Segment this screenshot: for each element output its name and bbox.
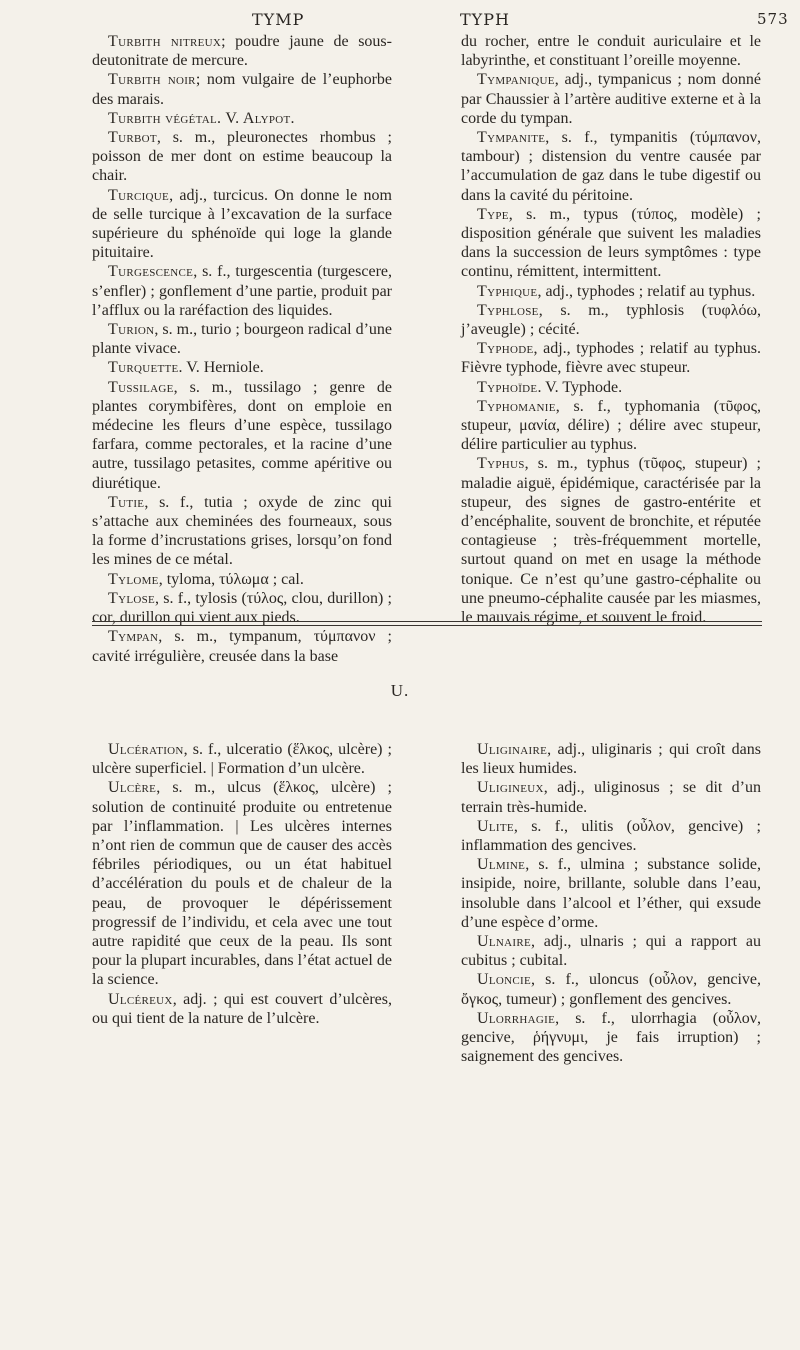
page-number: 573 [757,10,789,28]
dictionary-entry [461,855,761,932]
entry-definition: , s. f., ulitis (οὖλον, gencive) ; inflammation des gencives. [461,817,761,855]
entry-headword: Ulorrhagie [477,1009,556,1027]
entry-definition: ; nom vulgaire de l’euphorbe des marais. [92,71,392,108]
dictionary-entry [92,627,392,665]
entry-headword: Tutie [108,493,145,511]
dictionary-entry [92,70,392,108]
entry-headword: Turion [108,321,155,339]
dictionary-entry [461,397,761,455]
entry-headword: Tympan [108,628,159,646]
entry-headword: Tympanique [477,71,555,89]
entry-definition: , s. f., tutia ; oxyde de zinc qui s’attache aux cheminées des fourneaux, sous la forme d’incrustations grises, lorsqu’on fond les mines de ce métal. [92,493,392,569]
entry-headword: Tussilage [108,378,174,396]
entry-definition: , s. m., tussilago ; genre de plantes corymbifères, dont on emploie en médecine les fleurs d’une espèce, tussilago farfara, comme pectorales, et la racine d’une autre, tussilago petasites, comme apéritive ou diurétique. [92,378,392,492]
entry-headword: Turbith noir [108,71,196,89]
entry-definition: , s. f., uloncus (οὖλον, gencive, ὄγκος, tumeur) ; gonflement des gencives. [461,971,761,1008]
entry-headword: Uligineux [477,779,544,797]
entry-headword: Typhode [477,340,534,358]
entry-definition: , s. f., typhomania (τῦφος, stupeur, μανία, délire) ; délire avec stupeur, délire particulier au typhus. [461,397,761,454]
dictionary-entry [461,1009,761,1067]
entry-definition: , adj. ; qui est couvert d’ulcères, ou qui tient de la nature de l’ulcère. [92,990,392,1027]
entry-definition: , s. f., ulmina ; substance solide, insipide, noire, brillante, soluble dans l’eau, insoluble dans l’alcool et l’éther, qui exsude d’une espèce d’orme. [461,856,761,931]
entry-definition: , adj., ulnaris ; qui a rapport au cubitus ; cubital. [461,933,761,970]
entry-definition: , s. f., tylosis (τύλος, clou, durillon) ; cor, durillon qui vient aux pieds. [92,589,392,627]
entry-definition: , s. m., turio ; bourgeon radical d’une plante vivace. [92,321,392,358]
entry-headword: Uloncie [477,971,531,989]
column-top-right [461,32,761,627]
entry-headword: Turquette [108,359,179,377]
entry-headword: Ulcéreux [108,990,173,1008]
entry-headword: Ulcération [108,741,184,758]
dictionary-entry [461,454,761,627]
dictionary-entry [92,128,392,186]
column-top-left [92,32,392,666]
dictionary-entry [461,970,761,1008]
entry-definition: , adj., uliginosus ; se dit d’un terrain très-humide. [461,779,761,816]
entry-headword: Ulnaire [477,933,531,951]
entry-headword: Ulmine [477,856,526,874]
entry-definition: , s. m., tympanum, τύμπανον ; cavité irrégulière, creusée dans la base [92,628,392,665]
entry-headword: Tylose [108,589,156,607]
entry-headword: Turcique [108,186,170,204]
dictionary-entry [461,378,761,397]
dictionary-entry [92,358,392,377]
entry-definition: du rocher, entre le conduit auriculaire et le labyrinthe, et constituant l’oreille moyenne. [461,33,761,70]
dictionary-entry [92,990,392,1028]
entry-definition: . V. Herniole. [178,359,264,377]
entry-headword: Ulite [477,817,514,835]
entry-definition: , s. m., typus (τύπος, modèle) ; disposition générale que suivent les maladies dans la succession de leurs symptômes : type continu, rémittent, intermittent. [461,205,761,281]
entry-headword: Type [477,205,509,223]
section-divider-rule-second [92,625,762,626]
entry-definition: , adj., typhodes ; relatif au typhus. [537,282,756,300]
entry-definition: , adj., turcicus. On donne le nom de selle turcique à l’excavation de la surface supérieure du sphénoïde qui loge la glande pituitaire. [92,186,392,262]
entry-headword: Tylome [108,570,159,588]
entry-headword: Turbith végétal. V. Alypot. [108,109,295,127]
dictionary-entry [461,301,761,339]
entry-definition: , s. m., typhlosis (τυφλόω, j’aveugle) ; cécité. [461,301,761,339]
dictionary-entry [461,817,761,855]
entry-headword: Turbot [108,129,157,147]
entry-headword: Tympanite [477,129,546,147]
entry-headword: Typhique [477,282,538,300]
dictionary-entry [92,320,392,358]
dictionary-entry [92,740,392,778]
entry-definition: , tyloma, τύλωμα ; cal. [158,570,304,588]
dictionary-entry [461,32,761,70]
entry-definition: , adj., uliginaris ; qui croît dans les lieux humides. [461,741,761,778]
entry-headword: Turbith nitreux [108,33,222,50]
entry-definition: . V. Typhode. [537,378,623,396]
dictionary-entry [461,778,761,816]
entry-definition: , adj., typhodes ; relatif au typhus. Fièvre typhode, fièvre avec stupeur. [461,340,761,377]
dictionary-entry [461,339,761,377]
column-bottom-right [461,740,761,1066]
dictionary-entry [461,205,761,282]
dictionary-entry [92,493,392,570]
entry-definition: , s. m., pleuronectes rhombus ; poisson de mer dont on estime beaucoup la chair. [92,129,392,185]
dictionary-entry [92,109,392,128]
dictionary-entry [92,186,392,263]
dictionary-entry [461,740,761,778]
running-head-right: TYPH [460,10,510,29]
entry-headword: Turgescence [108,263,194,281]
entry-definition: , s. f., turgescentia (turgescere, s’enfler) ; gonflement d’une partie, produit par l’afflux ou la raréfaction des liquides. [92,263,392,319]
dictionary-entry [92,262,392,320]
entry-definition: , adj., tympanicus ; nom donné par Chaussier à l’artère auditive externe et à la corde du tympan. [461,71,761,127]
entry-headword: Typhlose [477,301,539,319]
dictionary-entry [461,70,761,128]
dictionary-entry [92,378,392,493]
section-letter: U. [390,681,410,700]
entry-headword: Uliginaire [477,741,548,758]
entry-definition: , s. f., ulorrhagia (οὖλον, gencive, ῥήγνυμι, je fais irruption) ; saignement des gencives. [461,1009,761,1066]
entry-definition: , s. f., ulceratio (ἕλκος, ulcère) ; ulcère superficiel. | Formation d’un ulcère. [92,741,392,778]
section-divider-rule [92,621,762,622]
running-head-left: TYMP [252,10,305,29]
dictionary-entry [461,128,761,205]
entry-headword: Typhoïde [477,378,538,396]
dictionary-entry [92,32,392,70]
dictionary-entry [92,778,392,989]
entry-headword: Typhomanie [477,397,556,415]
entry-definition: , s. m., ulcus (ἕλκος, ulcère) ; solution de continuité produite ou entretenue par l’inflammation. | Les ulcères internes n’ont rien de commun que de causer des accès fébriles périodiques, ou un état habituel d’accélération du pouls et de chaleur de la peau, de provoquer le dépérissement progressif de l’individu, et cela avec une tout autre rapidité que ceux de la peau. Ils sont pour la plupart incurables, dans l’état actuel de la science. [92,779,392,989]
entry-headword: Typhus [477,455,525,473]
entry-headword: Ulcère [108,779,157,797]
dictionary-entry [461,282,761,301]
entry-definition: ; poudre jaune de sous-deutonitrate de mercure. [92,33,392,70]
entry-definition: , s. f., tympanitis (τύμπανον, tambour) ; distension du ventre causée par l’accumulation de gaz dans le tube digestif ou dans la cavité du péritoine. [461,129,761,204]
column-bottom-left [92,740,392,1028]
entry-definition: , s. m., typhus (τῦφος, stupeur) ; maladie aiguë, épidémique, caractérisée par la stupeur, des signes de gastro-entérite et d’encéphalite, souvent de bronchite, et réputée contagieuse ; très-fréquemment mortelle, surtout quand on met en usage la méthode tonique. Ce n’est qu’une gastro-céphalite ou une pneumo-céphalite causée par les miasmes, le mauvais régime, et souvent le froid. [461,455,761,627]
dictionary-entry [92,570,392,589]
dictionary-entry [461,932,761,970]
